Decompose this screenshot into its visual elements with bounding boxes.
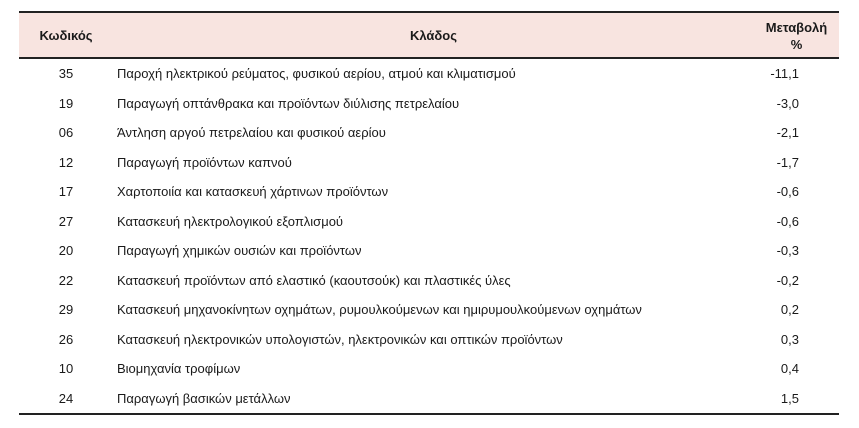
table-row xyxy=(19,325,839,355)
cell-sector: Κατασκευή ηλεκτρονικών υπολογιστών, ηλεκτρονικών και οπτικών προϊόντων xyxy=(117,331,563,347)
table-row xyxy=(19,177,839,207)
cell-sector: Παραγωγή χημικών ουσιών και προϊόντων xyxy=(117,243,362,259)
cell-change: 0,3 xyxy=(780,331,799,347)
cell-code: 20 xyxy=(58,243,74,259)
cell-sector: Κατασκευή ηλεκτρολογικού εξοπλισμού xyxy=(117,213,344,229)
cell-code: 24 xyxy=(19,384,113,415)
table-row xyxy=(19,89,839,119)
cell-sector: Κατασκευή προϊόντων από ελαστικό (καουτσούκ) και πλαστικές ύλες xyxy=(117,272,511,288)
header-change-line2: % xyxy=(790,36,803,52)
cell-change: -11,1 xyxy=(770,66,799,82)
table-row xyxy=(19,118,839,148)
table-row xyxy=(19,58,839,89)
cell-change: 1,5 xyxy=(754,384,839,415)
cell-sector: Παραγωγή προϊόντων καπνού xyxy=(117,154,292,170)
cell-sector: Κατασκευή μηχανοκίνητων οχημάτων, ρυμουλκούμενων και ημιρυμουλκούμενων οχημάτων xyxy=(117,302,642,318)
header-change xyxy=(754,12,839,58)
cell-code: 12 xyxy=(58,154,74,170)
cell-change: -2,1 xyxy=(776,125,799,141)
table-header-row xyxy=(19,12,839,58)
table-row xyxy=(19,354,839,384)
cell-change: -0,3 xyxy=(776,243,799,259)
cell-code: 29 xyxy=(58,302,74,318)
cell-sector: Βιομηχανία τροφίμων xyxy=(117,361,241,377)
cell-change: -0,2 xyxy=(776,272,799,288)
cell-sector: Παραγωγή οπτάνθρακα και προϊόντων διύλισης πετρελαίου xyxy=(117,95,460,111)
cell-sector: Άντληση αργού πετρελαίου και φυσικού αερίου xyxy=(117,125,386,141)
cell-change: -1,7 xyxy=(776,154,799,170)
table-row xyxy=(19,295,839,325)
cell-change: 0,4 xyxy=(780,361,799,377)
cell-code: 27 xyxy=(58,213,74,229)
cell-change: -3,0 xyxy=(776,95,799,111)
header-code: Κωδικός xyxy=(19,12,113,58)
cell-code: 10 xyxy=(58,361,74,377)
cell-code: 22 xyxy=(58,272,74,288)
cell-code: 26 xyxy=(58,331,74,347)
cell-code: 35 xyxy=(58,66,74,82)
data-table-container xyxy=(19,11,839,415)
table-row xyxy=(19,148,839,178)
cell-sector: Χαρτοποιία και κατασκευή χάρτινων προϊόντων xyxy=(117,184,389,200)
table-row xyxy=(19,384,839,415)
header-sector: Κλάδος xyxy=(113,12,754,58)
table-row xyxy=(19,236,839,266)
cell-sector: Παροχή ηλεκτρικού ρεύματος, φυσικού αερίου, ατμού και κλιματισμού xyxy=(117,66,516,82)
header-change-line1: Μεταβολή xyxy=(765,19,828,35)
table-row xyxy=(19,207,839,237)
cell-code: 19 xyxy=(58,95,74,111)
cell-change: -0,6 xyxy=(776,213,799,229)
sector-change-table xyxy=(19,11,839,415)
cell-code: 17 xyxy=(58,184,74,200)
cell-change: -0,6 xyxy=(776,184,799,200)
cell-code: 06 xyxy=(58,125,74,141)
cell-sector: Παραγωγή βασικών μετάλλων xyxy=(113,384,754,415)
cell-change: 0,2 xyxy=(780,302,799,318)
table-row xyxy=(19,266,839,296)
